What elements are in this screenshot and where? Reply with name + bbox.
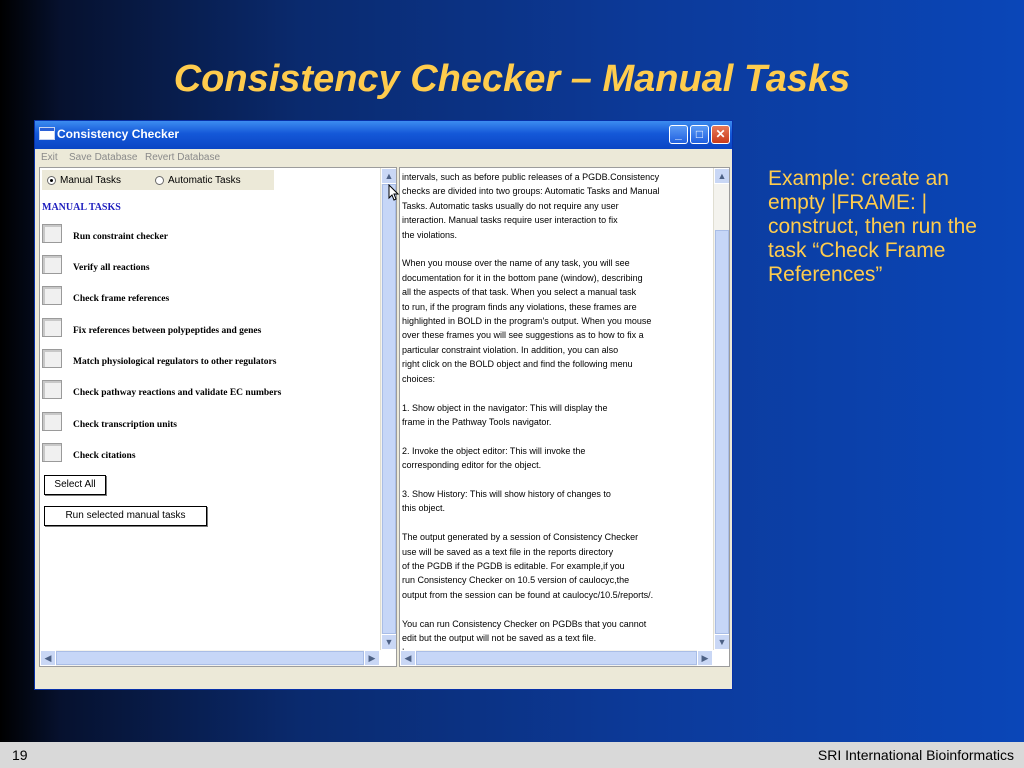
task-checkbox[interactable] (42, 380, 62, 399)
task-checkbox[interactable] (42, 318, 62, 337)
task-label[interactable]: Check frame references (73, 294, 170, 304)
scroll-down-icon[interactable]: ▼ (714, 634, 730, 650)
scroll-right-icon[interactable]: ▶ (364, 650, 380, 666)
task-label[interactable]: Check citations (73, 451, 136, 461)
mode-selector (42, 170, 274, 190)
scroll-thumb[interactable] (715, 230, 729, 634)
task-row (40, 443, 396, 469)
task-pane (39, 167, 397, 667)
task-row (40, 380, 396, 406)
scroll-up-icon[interactable]: ▲ (381, 168, 397, 184)
radio-automatic-label[interactable]: Automatic Tasks (168, 175, 241, 186)
task-label[interactable]: Check pathway reactions and validate EC numbers (73, 388, 282, 398)
window-title: Consistency Checker (57, 127, 180, 141)
scroll-thumb[interactable] (416, 651, 697, 665)
task-row (40, 255, 396, 281)
consistency-checker-window (34, 120, 733, 690)
menu-revert-database[interactable]: Revert Database (145, 152, 221, 163)
example-note: Example: create an empty |FRAME: | construct, then run the task “Check Frame References” (768, 167, 977, 286)
scroll-up-icon[interactable]: ▲ (714, 168, 730, 184)
task-row (40, 318, 396, 344)
minimize-button[interactable]: _ (669, 125, 688, 144)
page-number: 19 (12, 747, 28, 763)
run-selected-tasks-button[interactable]: Run selected manual tasks (44, 506, 207, 526)
task-row (40, 349, 396, 375)
task-pane-vertical-scrollbar[interactable] (380, 168, 396, 650)
task-checkbox[interactable] (42, 412, 62, 431)
task-row (40, 412, 396, 438)
documentation-pane (399, 167, 730, 667)
window-app-icon (39, 127, 55, 140)
scroll-left-icon[interactable]: ◀ (40, 650, 56, 666)
documentation-text[interactable]: intervals, such as before public releases of a PGDB.Consistency checks are divided into two groups: Automatic Tasks and Manual Tasks. Automatic tasks usually do not require any user interaction. Manual tasks require user interaction to fix the violations. When you mouse over the name of any task, you will see documentation for it in the bottom pane (window), describing all the aspects of that task. When you select a manual task to run, if the program finds any violations, these frames are highlighted in BOLD in the program's output. When you mouse over these frames you will see suggestions as to how to fix a particular constraint violation. In addition, you can also right click on the BOLD object and find the following menu choices: 1. Show object in the navigator: This will display the frame in the Pathway Tools navigator. 2. Invoke the object editor: This will invoke the corresponding editor for the object. 3. Show History: This will show history of changes to this object. The output generated by a session of Consistency Checker use will be saved as a text file in the reports directory of the PGDB if the PGDB is editable. For example,if you run Consistency Checker on 10.5 version of caulocyc,the output from the session can be found at caulocyc/10.5/reports/. You can run Consistency Checker on PGDBs that you cannot edit but the output will not be saved as a text file. (402, 172, 660, 643)
task-label[interactable]: Match physiological regulators to other regulators (73, 357, 277, 367)
doc-pane-horizontal-scrollbar[interactable] (400, 650, 713, 666)
task-label[interactable]: Check transcription units (73, 420, 177, 430)
scroll-thumb[interactable] (56, 651, 364, 665)
scroll-right-icon[interactable]: ▶ (697, 650, 713, 666)
scroll-thumb[interactable] (382, 184, 396, 634)
task-checkbox[interactable] (42, 286, 62, 305)
window-titlebar[interactable] (35, 121, 732, 149)
task-checkbox[interactable] (42, 349, 62, 368)
menu-exit[interactable]: Exit (41, 152, 58, 163)
task-label[interactable]: Run constraint checker (73, 232, 168, 242)
maximize-button[interactable]: □ (690, 125, 709, 144)
menu-save-database[interactable]: Save Database (69, 152, 138, 163)
radio-manual-tasks[interactable] (47, 176, 56, 185)
task-row (40, 286, 396, 312)
menu-bar (35, 149, 732, 167)
task-row (40, 224, 396, 250)
radio-manual-label[interactable]: Manual Tasks (60, 175, 121, 186)
doc-pane-vertical-scrollbar[interactable] (713, 168, 729, 650)
task-pane-horizontal-scrollbar[interactable] (40, 650, 380, 666)
radio-automatic-tasks[interactable] (155, 176, 164, 185)
select-all-button[interactable]: Select All (44, 475, 106, 495)
slide-footer (0, 742, 1024, 768)
mouse-pointer-icon (388, 184, 400, 202)
footer-organization: SRI International Bioinformatics (817, 747, 1014, 763)
close-button[interactable]: ✕ (711, 125, 730, 144)
task-label[interactable]: Verify all reactions (73, 263, 150, 273)
task-label[interactable]: Fix references between polypeptides and genes (73, 326, 262, 336)
task-checkbox[interactable] (42, 443, 62, 462)
manual-tasks-heading: MANUAL TASKS (42, 202, 121, 213)
scroll-left-icon[interactable]: ◀ (400, 650, 416, 666)
task-checkbox[interactable] (42, 224, 62, 243)
slide-title: Consistency Checker – Manual Tasks (173, 58, 851, 100)
task-checkbox[interactable] (42, 255, 62, 274)
scroll-down-icon[interactable]: ▼ (381, 634, 397, 650)
